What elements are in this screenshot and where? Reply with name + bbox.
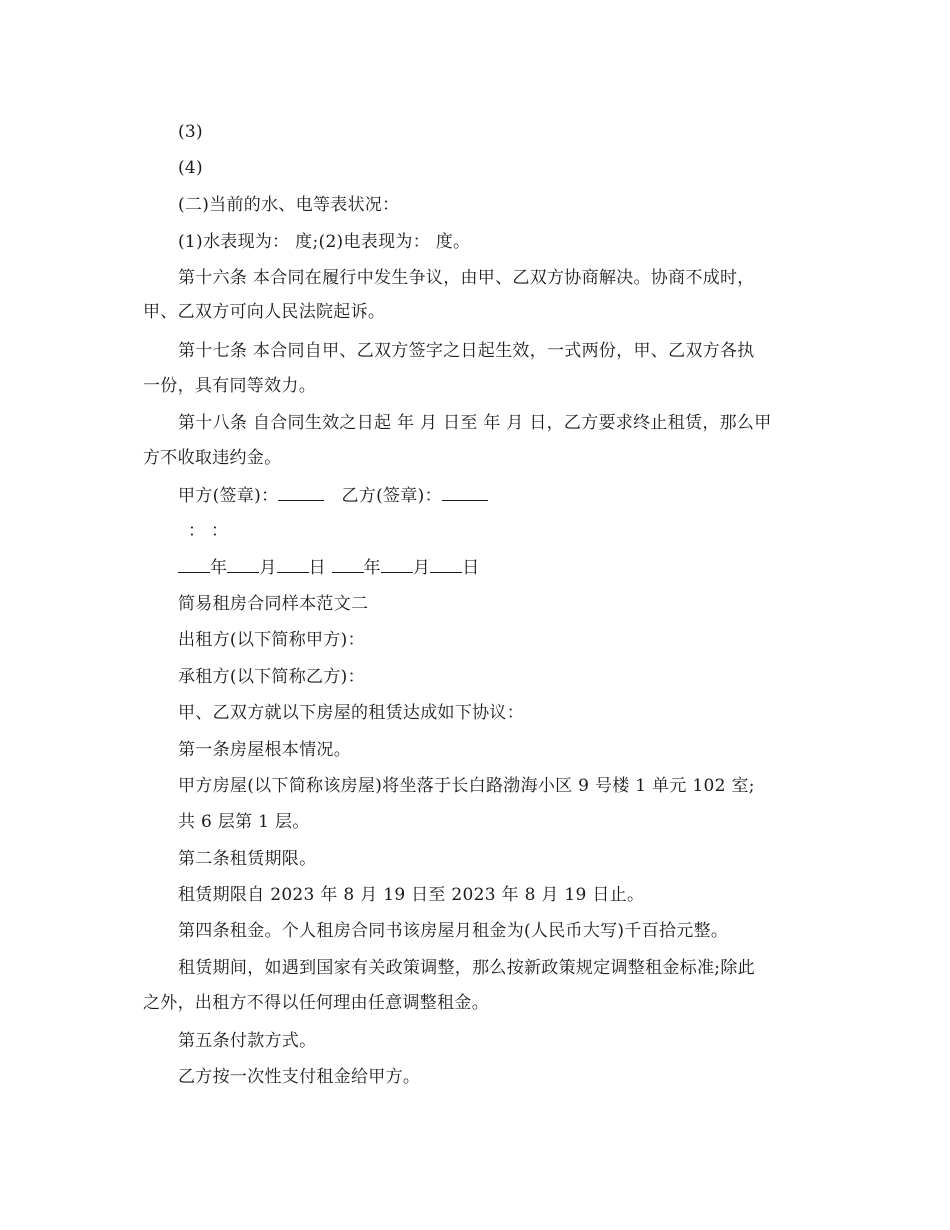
article-5-body: 乙方按一次性支付租金给甲方。 bbox=[178, 1067, 421, 1087]
article-2-period: 租赁期限自 2023 年 8 月 19 日至 2023 年 8 月 19 日止。 bbox=[178, 885, 645, 905]
article-1-location: 甲方房屋(以下简称该房屋)将坐落于长白路渤海小区 9 号楼 1 单元 102 室; bbox=[178, 776, 755, 796]
article-1-title: 第一条房屋根本情况。 bbox=[178, 740, 351, 760]
meter-heading: (二)当前的水、电等表状况： bbox=[178, 195, 400, 215]
article-17-line-2: 一份，具有同等效力。 bbox=[143, 376, 316, 396]
date-blank bbox=[430, 557, 462, 573]
lessee-line: 承租方(以下简称乙方)： bbox=[178, 667, 365, 687]
date-year-label: 年 bbox=[363, 558, 381, 578]
date-blank bbox=[178, 557, 210, 573]
date-month-label: 月 bbox=[259, 558, 277, 578]
signature-date-line bbox=[178, 557, 848, 578]
article-16-line-1: 第十六条 本合同在履行中发生争议，由甲、乙双方协商解决。协商不成时， bbox=[178, 268, 755, 288]
article-4-rent: 第四条租金。个人租房合同书该房屋月租金为(人民币大写)千百拾元整。 bbox=[178, 921, 729, 941]
list-item-3: (3) bbox=[178, 122, 203, 142]
date-blank bbox=[381, 557, 413, 573]
party-b-signature-blank bbox=[442, 485, 488, 501]
party-b-signature-label: 乙方(签章)： bbox=[341, 486, 442, 506]
article-5-title: 第五条付款方式。 bbox=[178, 1031, 317, 1051]
article-18-line-1: 第十八条 自合同生效之日起 年 月 日至 年 月 日，乙方要求终止租赁，那么甲 bbox=[178, 413, 772, 433]
party-a-signature-label: 甲方(签章)： bbox=[178, 486, 279, 506]
article-17-line-1: 第十七条 本合同自甲、乙双方签字之日起生效，一式两份，甲、乙双方各执 bbox=[178, 341, 755, 361]
date-blank bbox=[277, 557, 309, 573]
date-day-label: 日 bbox=[308, 558, 326, 578]
agreement-intro: 甲、乙双方就以下房屋的租赁达成如下协议： bbox=[178, 703, 524, 723]
lessor-line: 出租方(以下简称甲方)： bbox=[178, 630, 365, 650]
rent-adjust-line-2: 之外，出租方不得以任何理由任意调整租金。 bbox=[143, 993, 489, 1013]
meter-readings: (1)水表现为： 度;(2)电表现为： 度。 bbox=[178, 232, 471, 252]
party-a-signature-blank bbox=[278, 485, 324, 501]
article-16-line-2: 甲、乙双方可向人民法院起诉。 bbox=[143, 302, 386, 322]
sample-2-title: 简易租房合同样本范文二 bbox=[178, 594, 369, 614]
date-year-label: 年 bbox=[210, 558, 228, 578]
list-item-4: (4) bbox=[178, 158, 203, 178]
signature-colons: ： ： bbox=[188, 521, 229, 541]
article-1-floors: 共 6 层第 1 层。 bbox=[178, 812, 310, 832]
article-18-line-2: 方不收取违约金。 bbox=[143, 448, 282, 468]
date-blank bbox=[227, 557, 259, 573]
date-day-label: 日 bbox=[462, 558, 480, 578]
rent-adjust-line-1: 租赁期间，如遇到国家有关政策调整，那么按新政策规定调整租金标准;除此 bbox=[178, 958, 755, 978]
date-month-label: 月 bbox=[412, 558, 431, 578]
date-blank bbox=[332, 557, 364, 573]
signature-line bbox=[178, 485, 848, 506]
article-2-title: 第二条租赁期限。 bbox=[178, 849, 317, 869]
